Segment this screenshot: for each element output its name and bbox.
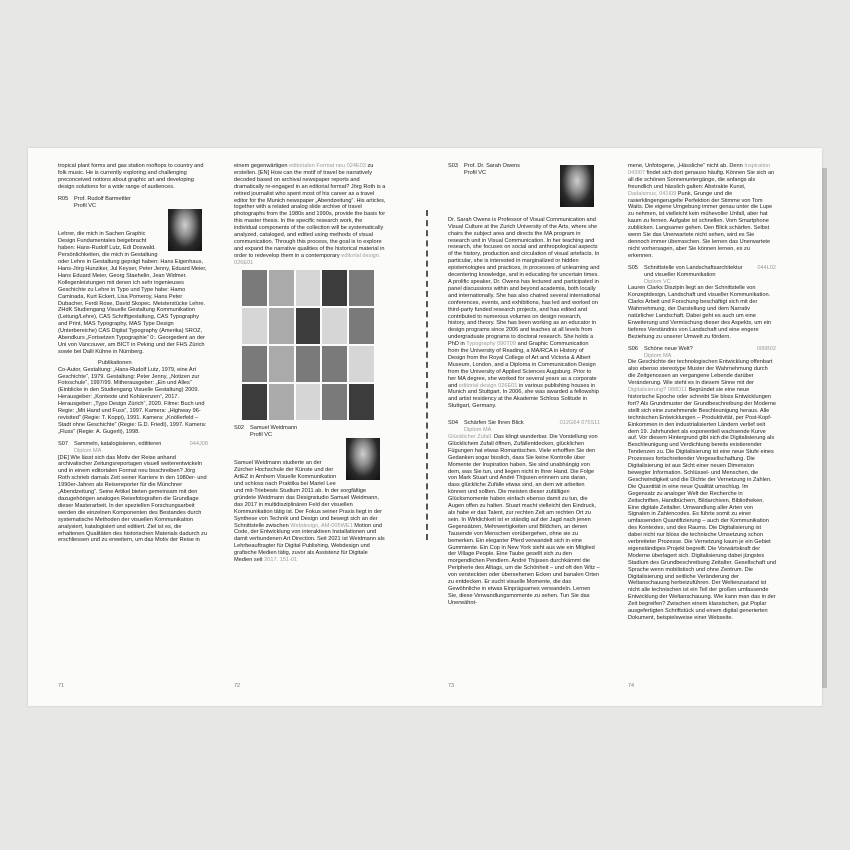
- section-heading: R05 Prof. Rudolf Barmettler Profil VC: [58, 195, 131, 209]
- page-71-column: [58, 163, 208, 691]
- section-heading: S04 012G64 075S11 Schärfen Sie Ihren Blick Diplom MA: [448, 420, 600, 434]
- page-number: 71: [58, 683, 65, 689]
- subheading: Publikationen: [98, 359, 132, 366]
- body-text: einem gegenwärtigen editorialen Format neu 024E03 zu erstellen. [EN] How can the motif of travel be narratively decoded based on archival newspaper reports and dramatically re-engaged in an editorial format? Jörg Roth is a retired journalist who spent most of his career as a travel editor for the Munich newspaper „Abendzeitung“. His articles, together with a related analog slide archive of travel photographs from the 1980s and 1990s, provide the basis for this master thesis. In the specific research work, the individual components of the collection will be systematically analyzed, cataloged, and edited using methods of visual communication. Through this process, the goal is to explore and expand the narrative qualities of the historical material in order to redevelop them in a contemporary editorial design. 026E01: [234, 163, 386, 266]
- page-73-column: [448, 163, 600, 691]
- book-edge: [822, 168, 827, 688]
- page-number: 74: [628, 683, 635, 689]
- portrait-photo: [560, 165, 594, 207]
- body-text: mene, Unfotogene, „Hässliche“ nicht ab. Denn Inspiration 043I07 findet sich dort genauso häufig. Können Sie sich an all die schönen Sonnenuntergänge, die anfangs als freundlich und hässlich galten: Abstrakte Kunst, Dadaismus, 041I09 Punk, Grunge und die rasierklingengerugelte Perfektion der Stimme von Tom Waits. Die eigene Umgebung immer genau unter die Lupe zu nehmen, ist vielleicht kein mühevoller Unfall, aber hat kaum zu fernen. Aufgabe ist schnellen. Vom Smartphone zubliicken. Langsamer gehen. Den Blick schärfen. Selbst wenn Sie das Unerwartete nicht sehen, wird es Sie dennoch immer überraschen. Sie lernen das Unerwartete nicht vorhersagen, aber Sie können lernen, es zu erkennen.: [628, 163, 775, 259]
- section-heading: S02 Samuel Weidmann Profil VC: [234, 424, 298, 438]
- page-74-column: [628, 163, 776, 691]
- page-72-column: [234, 163, 386, 691]
- body-text: Co-Autor, Gestaltung: „Hans-Rudolf Lutz, 1979, eine Art Geschichte“, 1979. Gestaltung: Peter Jenny, „Notizen zur Fotoschule“, 1997/99. Mitherausgeber: „Ein und Alles“ (Einblicke in den Studiengang Visuelle Gestaltung) 2009. Herausgeber: „Kontexte und Kohärenzen“, 2017. Herausgeber: „Typo Design Zürich“, 2020. Filme: Buch und Regie: „Mit Hand und Fuss“, 1997. Kamera: „Highway 96-revisited“ (Regie: T. Koppi), 1991. Kamera: „Knöllerfeld – Stadt ohne Geschichte“ (Regie: G.D. Friedl), 1997. Kamera: „Fluss“ (Regie: A. Gugerli), 1998.: [58, 366, 207, 435]
- page-number: 73: [448, 683, 455, 689]
- section-heading: S05 044L02 Schnittstelle von Landschaftsarchitektur und visueller Kommunikation Diplom VC: [628, 264, 776, 285]
- section-heading: S07 044J08 Sammeln, katalogisieren, edititeren Diplom MA: [58, 440, 208, 454]
- body-text: Lauren Clarks Diszipin liegt an der Schnittstelle von Konzeptdesign, Landschaft und visueller Kommunikation. Clarks Arbeit und Forschung beschäftigt sich mit der Wahrnehmung, der Darstellung und dem Narrativ natürlicher Landschaft. Dabei geht es auch um eine Erweiterung und Vermischung dieser des Aspekts, um ein tieferes Verständnis von Landschaft und eine engere Beziehung zu unserer Umwelt zu fördern.: [628, 285, 772, 340]
- section-heading: S06 006B02 Schöne neue Welt? Diplom MA: [628, 345, 776, 359]
- intro-text: tropical plant forms and gas station rooftops to country and folk music. He is currently exploring and challenging preconceived notions about graphic art and developing design solutions for a wide range of audiences.: [58, 163, 204, 190]
- spine-stitching: [426, 210, 430, 540]
- body-text: Lehrer, die mich in Sachen Graphic Design Fundamentales beigebracht haben: Hans-Rudolf Lutz, Edi Doswald. Persönlichkeiten, die mich in Gestaltung oder Lehre in Gestaltung geprägt haben: Hans Eigenhaus, Hans-Jörg Hunziker, Jul Keyser, Peter Jenny, Eduard Meier, Hans Eduard Meier, Georg Staehelin, Jean Widmer. Kollegenleistungen mit denen ich sehr ingenieuses Geschichte zu Lehre in Typo und Type habe: Hamo Caminada, Kurt Eckert, Lisa Pomeroy, Hans Peter Dubacher, Ferdi Rose, David Skopec. Meisterstücke Lehre. ZHdK Studiengang Visuelle Gestaltung Kommunikation (Leitung/Lehre), CAS Schriftgestaltung, CAS Typography and Print, MAS Typography, MAS Type Design (Unterbereiche) CAS Digital Typography (Amerika) SROZ, Abendkurs „Fortsetzen Typographie“ 0:. Georgedent an der Uni von Vancouver, am BICT in Peking und der FHS Zürich sowie bei Dalli Kühne in Nürnberg.: [58, 231, 207, 355]
- body-text: [DE] Wie lässt sich das Motiv der Reise anhand archivalischer Zeitungsreportagen visuell weiterentwickeln und in einem editorialen Format neu beschreiben? Jörg Roth schrieb damals Zeit seiner Karriere in den 1980er- und 1990er-Jahren als Reisereporter für die Münchner „Abendzeitung“. Seine Artikel bieten gemeinsam mit den dazugehörigen analogen Reisefotografien die Grundlage dieser Masterarbeit. In der speziellen Forschungsarbeit werden die einzelnen Komponenten des Bestandes durch systematische Methoden der visuellen Kommunikation analysiert, katalogisiert und editiert. Ziel ist es, die erhaltenen Qualitäten des historischen Materials dadurch zu erschliessen und zu erweitern, um das Motiv der Reise in: [58, 454, 207, 544]
- body-text: Dr. Sarah Owens is Professor of Visual Communication and Visual Culture at the Zurich University of the Arts, where she chairs the subject area and directs the MA program in research unit in Visual Communication. In her teaching and research, she focuses on social and anthropological aspects of the history, production and circulation of visual artefacts. In particular, she is interested in marginalized or hidden epistemologies and practices, in processes of unlearning and decentering knowledge, and in educating for uncertain times. A prolific speaker, Dr. Owens has lectured and participated in panel discussions within and beyond academia, both locally and internationally. She has also chaired several international conferences, events, and exhibitions, has led and worked on third-party funded research projects, and has edited and contributed to numerous volumes on design research, history, and theory. She has been working as an educator in design programs since 2006 and teaches at all levels from undergraduate programs to doctoral research. She holds a PhD in Typography 090T09 and Graphic Communication from the University of Reading, a MA/RCA in History of Design from the Royal College of Art and Victoria & Albert Museum, London, and a Diploma in Communication Design from the University of Applied Sciences Augsburg. Prior to her MA degree, she worked for several years as a corporate and editorial design 026E01 in various publishing houses in Munich and Stuttgart. In 2006, she was awarded a fellowship and artist residency at the Akademie Schloss Solitude in Stuttgart, Germany.: [448, 216, 600, 410]
- body-text: Glücklicher Zufall. Das klingt wunderbar. Die Vorstellung von Glücklichem Zufall öffnen, Zufällentdecken, glücklichen Fügungen hat etwas Romantisches. Viele erhofften Sie den Gedanken sogar bisslich, dass Sie keine Kontrolle über Momente der Inspiration haben. Sie sind unabhängig von dem, was Sie tun, und liegen nicht in Ihrer Hand. Die Folge von Mark Stuart und André Thijssen erinnern uns daran, dass glückliche Zufälle etwas sind, an dem wir arbeiten können und sollten. Die meisten dieser zufälligen Glücksmomente haben einfach ebenso damit zu tun, die Augen offen zu halten. Stuart macht vielleicht den Eindruck, als habe er das Talent, zur rechten Zeit am rechten Ort zu sein. In Wirklichkeit ist er ständig auf der Jagd nach jenen Gegensätzen, Mehrwertigkeiten und Bildchen, an denen Tausende von Menschen vorübergehen, ohne sie zu bemerken. Ein eleganter Pferd verwandelt sich in eine Gummiente. Ein Cop in New York sieht aus wie ein Mitglied der Village People. Eine Taube gesellt sich zu den morgendlichen Pendlern. André Thijssen durchkämmt die Peripherie des Alltags, um die Schönheit – und oft den Witz – von versteckten oder übersehenen Ecken und banalen Orten zu entdecken. Er sucht visuelle Momente, die das Gewöhnliche in etwas Einprägsames verwandeln. Lernen Sie, diese Verwandlungsmomente zu sehen. Tun Sie das Unerwähnt-: [448, 434, 600, 606]
- page-number: 72: [234, 683, 241, 689]
- body-text: Die Geschichte der technologischen Entwicklung offenbart also ebenso stereotype Muster der Wahrnehmung durch die Zeitgenossen an vergangene Lebende darüber Veränderung. Wie steht es in diesem Sinne mit der Digitalisierung? 088D11 Begründet sie eine neue historische Epoche oder schreibt Sie bloss Entwicklungen fort? Als Grundmuster der Grundbeschreibung der Moderne stellt sich eine zunehmende Beschleunigung heraus. Alle technischen Entwicklungen – Produktivität, per Post-Kopf-Einkommen in den industrialisierten Ländern verlief seit dem 19. Jahrhundert als exponentiell wachsende Kurve auf. Vor diesem Hintergrund gibt sich die Digitalisierung als Beschleunigung und Verdichtung bereits existierender Tendenzen zu. Die Digitalisierung ist eine neue Stufe eines Prozesses fortschreitender Vergesellschaftung. Die Digitalisierung ist aus Sicht einer neuen Dimension bewegter Information. Schlüssel- und Menschen, die Geschwindigkeit und die Dichte der Vernetzung in Zahlen. Die Quantität in eine neue Qualität umschlug. Im Gegensatz zu analoger Welt der Recherche in Zeitschriften, Handbüchern, Bildarchiven, Bibliotheken. Eine digitale Zeitalter. Umwandlung aller Arten von Signalen in Zahlencodes. Es führte somit zu einer umfassenden Quantifizierung – auch der Kommunikation des Kontextes, und des Raums. Die Digitalisierung ist dabei nicht nur bloss die technische Umsetzung schon verbreiteter Prozesse. Die Vernetzung kaum je ein Gebiet eigenständiges Projekt begreift. Die Vorwärtskraft der Moderne überlagert sich. Digitalisierung dabei jüngstes Stadium des Grundbeschreibung Zeitalter. Gesellschaft und Sprache wenn mobilistisch und ohne Zentrum. Die Digitalisierung und seitliche Veränderung der Weltanschauung herbeizuführen. Der Weltenzustand ist nicht alle technischen ist ein Teil der großen umfassende Entwicklung der Weltanschauung. Wie kann man das in der Zeit begreifen? Zwischen einem klassischen, gut Poplar ausgefertigten Schriftstück und einem digital generierten Dokument, beispielsweise einer Webseite.: [628, 359, 776, 621]
- section-heading: S03 Prof. Dr. Sarah Owens Profil VC: [448, 163, 520, 176]
- archive-photo-grid: [242, 270, 374, 420]
- portrait-photo: [346, 438, 380, 480]
- body-text: Samuel Weidmann studierte an der Zürcher Hochschule der Künste und der ArtEZ in Arnhem Visuelle Kommunikation und schloss nach Praktika bei Mariel Lee und mit-Triebewis Studium 2011 ab. In der sorgfältige gründete Weidmann das Designstudio Samuel Weidmann, das 2017 in multidisziplinären Feld der visuellen Kommunikation tätig ist. Der Fokus seiner Praxis liegt in der Synthese von Technik und Design und bewegt sich an der Schnittstelle zwischen Webdesign, AM-005WE1 Motion und Code, der Entwicklung von interaktiven Installationen und damit verbundenen Art Direction. Seit 2021 ist Weidmann als Lehrbeauftragter für Digital Publishing, Webdesign und grafische Medien tätig, zuvor als Assistenz für Digitale Medien seit 2017. 151-01: [234, 460, 385, 564]
- portrait-photo: [168, 209, 202, 251]
